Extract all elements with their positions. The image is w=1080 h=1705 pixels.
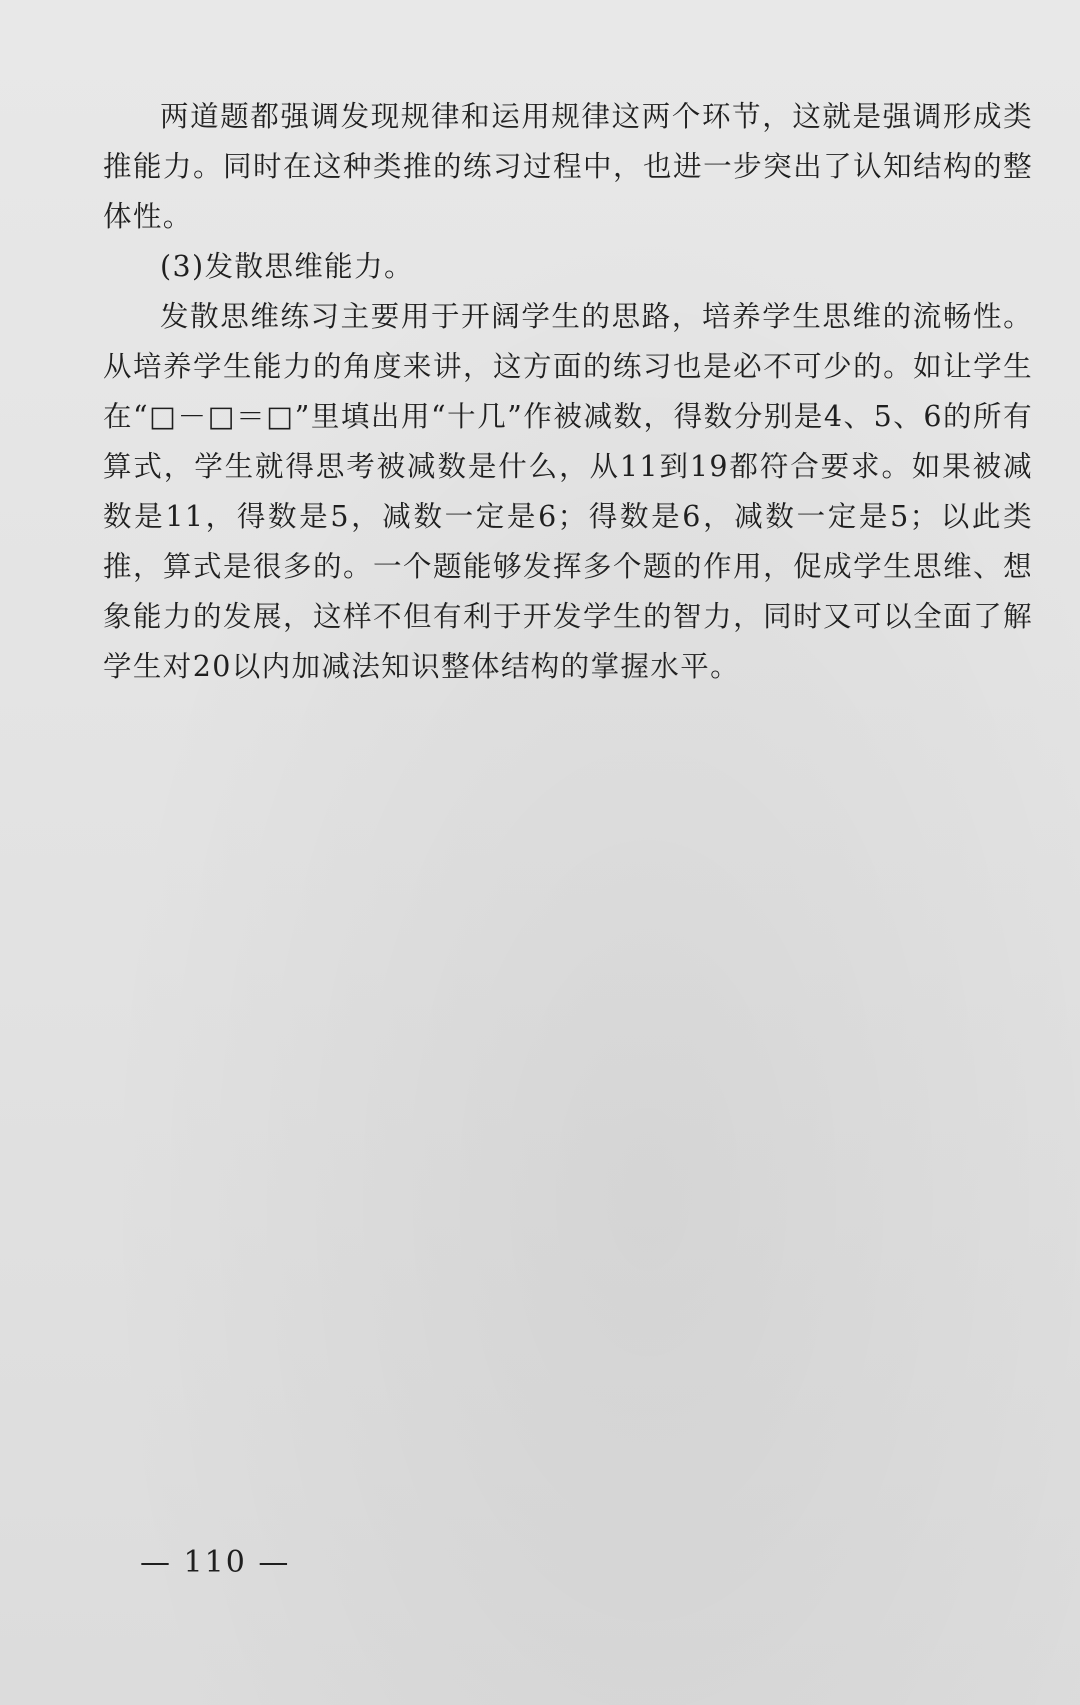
body-text [103,92,1033,692]
section-heading: (3)发散思维能力。 [160,250,414,283]
paragraph-1: 两道题都强调发现规律和运用规律这两个环节，这就是强调形成类推能力。同时在这种类推的练习过程中，也进一步突出了认知结构的整体性。 [103,100,1033,233]
paragraph-2: 发散思维练习主要用于开阔学生的思路，培养学生思维的流畅性。从培养学生能力的角度来讲，这方面的练习也是必不可少的。如让学生在“□－□＝□”里填出用“十几”作被减数，得数分别是4、5、6的所有算式，学生就得思考被减数是什么，从11到19都符合要求。如果被减数是11，得数是5，减数一定是6；得数是6，减数一定是5；以此类推，算式是很多的。一个题能够发挥多个题的作用，促成学生思维、想象能力的发展，这样不但有利于开发学生的智力，同时又可以全面了解学生对20以内加减法知识整体结构的掌握水平。 [103,300,1033,683]
page-number: — 110 — [140,1545,291,1580]
